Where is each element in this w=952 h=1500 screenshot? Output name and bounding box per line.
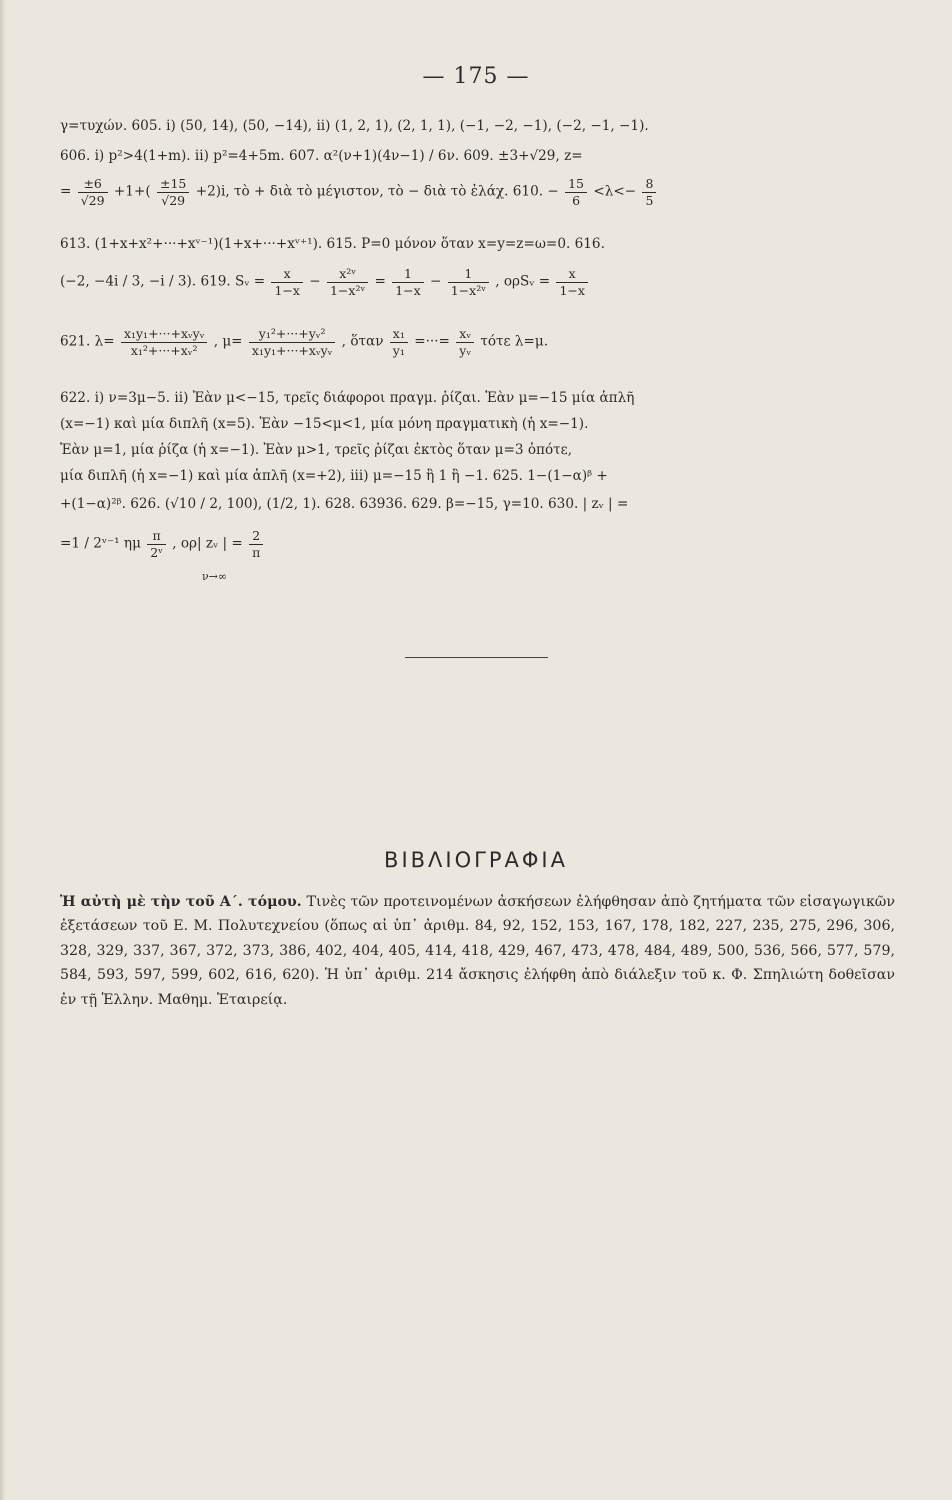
bibliography-body: Τινὲς τῶν προτεινομένων ἀσκήσεων ἐλήφθησαν ἀπὸ ζητήματα τῶν εἰσαγωγικῶν ἐξετάσεων τοῦ Ε. Μ. Πολυτεχνείου (ὅπως αἱ ὑπ᾽ ἀριθμ. 84, 92, 152, 153, 167, 178, 182, 227, 235, 275, 296, 306, 328, 329, 337, 367, 372, 373, 386, 402, 404, 405, 414, 418, 429, 467, 473, 478, 484, 489, 500, 536, 566, 577, 579, 584, 593, 597, 599, 602, 616, 620). Ἡ ὑπ᾽ ἀριθμ. 214 ἄσκησις ἐλήφθη ἀπὸ διάλεξιν τοῦ κ. Φ. Σπηλιώτη δοθεῖσαν ἐν τῇ Ἑλλην. Μαθημ. Ἑταιρείᾳ. (60, 894, 895, 1008)
answer-text: , ὅταν (341, 333, 384, 350)
answer-text: = (374, 273, 386, 290)
answer-line (60, 528, 265, 560)
answer-line: +(1−α)²ᵝ. 626. (√10 / 2, 100), (1/2, 1). 628. 63936. 629. β=−15, γ=10. 630. | zᵥ | = (60, 496, 629, 512)
fraction: $\frac{x}{1-x}$ (556, 266, 587, 298)
fraction: $\frac{\text{x₁}}{\text{y₁}}$ (390, 326, 408, 358)
answer-text: , ορSᵥ = (495, 273, 551, 290)
answer-text: , μ= (213, 333, 243, 350)
answer-line (60, 266, 590, 298)
answer-text: =1 / 2ᵛ⁻¹ ημ (60, 535, 141, 552)
answer-line: 613. (1+x+x²+···+xᵛ⁻¹)(1+x+···+xᵛ⁺¹). 615. P=0 μόνον ὅταν x=y=z=ω=0. 616. (60, 236, 605, 252)
fraction: $\frac{2}{\pi}$ (249, 528, 263, 560)
page-edge (0, 0, 6, 1500)
fraction: $\frac{\text{x₁y₁+···+xᵥyᵥ}}{\text{x₁²+···+xᵥ²}}$ (121, 326, 207, 358)
answer-text: <λ<− (593, 183, 637, 200)
fraction: $\frac{8}{5}$ (642, 176, 656, 208)
answer-text: =···= (414, 333, 450, 350)
bibliography-title: ΒΙΒΛΙΟΓΡΑΦΙΑ (384, 848, 568, 872)
fraction: $\frac{x}{1-x}$ (271, 266, 302, 298)
answer-line (60, 176, 658, 208)
answer-text: − (309, 273, 321, 290)
bibliography-lead: Ἡ αὐτὴ μὲ τὴν τοῦ Α΄. τόμου. (60, 894, 302, 910)
answer-line: μία διπλῆ (ἡ x=−1) καὶ μία ἁπλῆ (x=+2), iii) μ=−15 ἢ 1 ἢ −1. 625. 1−(1−α)ᵝ + (60, 468, 608, 484)
fraction: $\frac{1}{1-x}$ (392, 266, 423, 298)
page-number: — 175 — (422, 64, 530, 89)
answer-line: (x=−1) καὶ μία διπλῆ (x=5). Ἐὰν −15<μ<1, μία μόνη πραγματικὴ (ἡ x=−1). (60, 416, 589, 432)
answer-text: 621. λ= (60, 333, 115, 350)
answer-text: = (60, 183, 72, 200)
fraction: $\frac{\pi}{\text{2ᵛ}}$ (147, 528, 166, 560)
bibliography-text (60, 890, 895, 1012)
answer-line: 622. i) ν=3μ−5. ii) Ἐὰν μ<−15, τρεῖς διάφοροι πραγμ. ῥίζαι. Ἐὰν μ=−15 μία ἁπλῆ (60, 390, 635, 406)
answer-text: (−2, −4i / 3, −i / 3). 619. Sᵥ = (60, 273, 266, 290)
fraction: $\frac{15}{6}$ (565, 176, 587, 208)
answer-text: , ορ| zᵥ | = (172, 535, 243, 552)
answer-line: γ=τυχών. 605. i) (50, 14), (50, −14), ii) (1, 2, 1), (2, 1, 1), (−1, −2, −1), (−2, −1, −1). (60, 118, 649, 134)
fraction: $\frac{\pm 6}{√29}$ (78, 176, 108, 208)
answer-line: 606. i) p²>4(1+m). ii) p²=4+5m. 607. α²(ν+1)(4ν−1) / 6ν. 609. ±3+√29, z= (60, 148, 583, 164)
fraction: $\frac{\pm 15}{√29}$ (157, 176, 189, 208)
answer-text: τότε λ=μ. (480, 333, 549, 350)
limit-subscript: ν→∞ (202, 570, 228, 583)
answer-text: − (430, 273, 442, 290)
answer-text: +1+( (113, 183, 151, 200)
answer-text: +2)i, τὸ + διὰ τὸ μέγιστον, τὸ − διὰ τὸ ἐλάχ. 610. − (195, 183, 559, 200)
fraction: $\frac{\text{x²ᵛ}}{\text{1−x²ᵛ}}$ (327, 266, 368, 298)
fraction: $\frac{\text{xᵥ}}{\text{yᵥ}}$ (456, 326, 474, 358)
answer-line (60, 326, 548, 358)
fraction: $\frac{\text{y₁²+···+yᵥ²}}{\text{x₁y₁+···+xᵥyᵥ}}$ (249, 326, 335, 358)
section-divider (405, 657, 548, 658)
answer-line: Ἐὰν μ=1, μία ῥίζα (ἡ x=−1). Ἐὰν μ>1, τρεῖς ῥίζαι ἐκτὸς ὅταν μ=3 ὁπότε, (60, 442, 573, 458)
fraction: $\frac{1}{\text{1−x²ᵛ}}$ (448, 266, 489, 298)
